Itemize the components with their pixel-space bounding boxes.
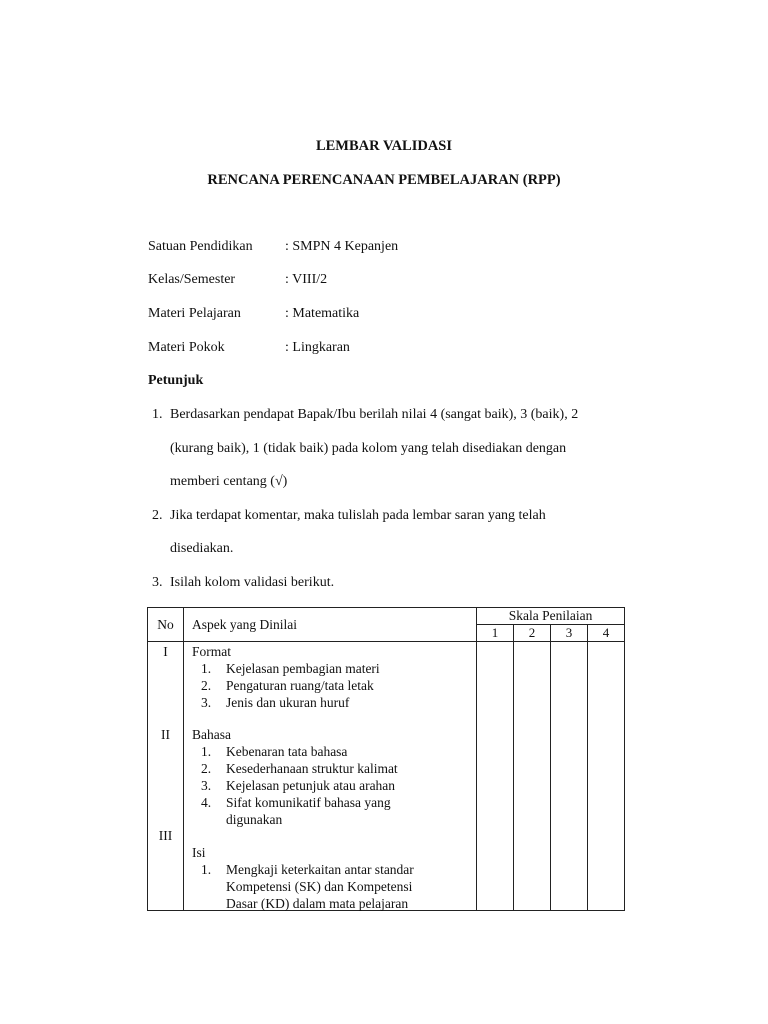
identity-label: Satuan Pendidikan — [148, 239, 253, 254]
identity-label: Materi Pelajaran — [148, 306, 241, 321]
item-text: Kebenaran tata bahasa — [226, 744, 348, 759]
item-number: 1. — [201, 661, 212, 676]
header-scale-2: 2 — [514, 625, 551, 642]
item-number: 2. — [201, 761, 212, 776]
table-row — [148, 642, 625, 911]
item-number: 1. — [201, 744, 212, 759]
item-text: Pengaturan ruang/tata letak — [226, 678, 374, 693]
instruction-text: Berdasarkan pendapat Bapak/Ibu berilah nilai 4 (sangat baik), 3 (baik), 2 — [170, 407, 579, 422]
item-number: 4. — [201, 795, 212, 810]
identity-value: : Matematika — [285, 306, 360, 321]
document-title: LEMBAR VALIDASI — [315, 138, 453, 154]
instruction-text: Jika terdapat komentar, maka tulislah pada lembar saran yang telah — [170, 508, 546, 523]
identity-label: Materi Pokok — [148, 340, 225, 355]
instruction-text: memberi centang (√) — [170, 474, 288, 489]
header-aspek: Aspek yang Dinilai — [184, 608, 477, 642]
item-number: 3. — [201, 695, 212, 710]
header-scale-1: 1 — [477, 625, 514, 642]
no-cell — [148, 642, 184, 911]
validation-table — [147, 607, 625, 911]
instruction-text: disediakan. — [170, 541, 234, 556]
identity-label: Kelas/Semester — [148, 272, 236, 287]
item-text: Kejelasan pembagian materi — [226, 661, 380, 676]
score-cell-1[interactable] — [477, 642, 514, 911]
aspek-cell — [184, 642, 477, 911]
instruction-text: Isilah kolom validasi berikut. — [170, 575, 335, 590]
item-number: 1. — [201, 862, 212, 877]
score-cell-4[interactable] — [588, 642, 625, 911]
instruction-text: (kurang baik), 1 (tidak baik) pada kolom yang telah disediakan dengan — [170, 441, 567, 456]
section-number: III — [158, 828, 173, 843]
section-title: Isi — [192, 845, 206, 860]
section-number: II — [161, 727, 170, 742]
header-scale-4: 4 — [588, 625, 625, 642]
item-text: Jenis dan ukuran huruf — [226, 695, 350, 710]
item-text: Kejelasan petunjuk atau arahan — [226, 778, 396, 793]
header-skala: Skala Penilaian — [477, 608, 625, 625]
header-no: No — [148, 608, 184, 642]
item-number: 3. — [201, 778, 212, 793]
score-cell-3[interactable] — [551, 642, 588, 911]
identity-value: : SMPN 4 Kepanjen — [285, 239, 399, 254]
item-text: Kompetensi (SK) dan Kompetensi — [226, 879, 413, 894]
header-scale-3: 3 — [551, 625, 588, 642]
item-text: digunakan — [226, 812, 283, 827]
section-number: I — [163, 644, 168, 659]
document-subtitle: RENCANA PERENCANAAN PEMBELAJARAN (RPP) — [207, 172, 561, 188]
item-number: 2. — [201, 678, 212, 693]
instruction-number: 3. — [152, 575, 163, 590]
score-cell-2[interactable] — [514, 642, 551, 911]
item-text: Kesederhanaan struktur kalimat — [226, 761, 398, 776]
item-text: Mengkaji keterkaitan antar standar — [226, 862, 414, 877]
section-title: Bahasa — [192, 727, 231, 742]
identity-value: : Lingkaran — [285, 340, 350, 355]
identity-value: : VIII/2 — [285, 272, 328, 287]
item-text: Dasar (KD) dalam mata pelajaran — [226, 896, 409, 911]
instruction-number: 2. — [152, 508, 163, 523]
instructions-heading: Petunjuk — [148, 373, 204, 388]
instruction-number: 1. — [152, 407, 163, 422]
section-title: Format — [192, 644, 231, 659]
item-text: Sifat komunikatif bahasa yang — [226, 795, 391, 810]
